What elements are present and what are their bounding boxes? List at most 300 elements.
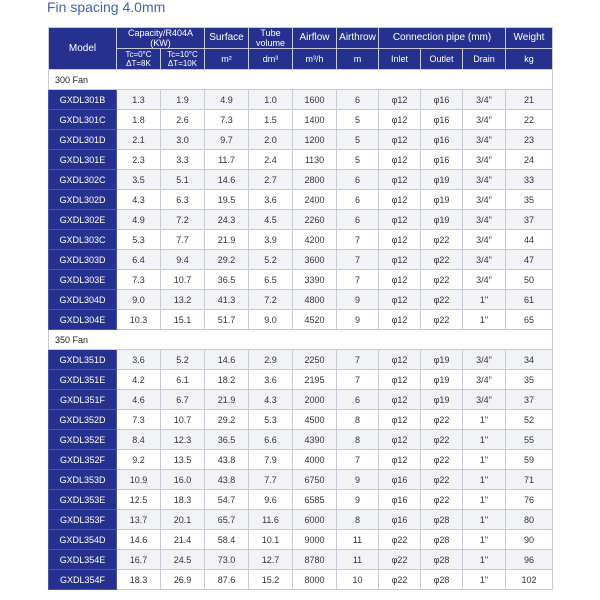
outlet-cell: φ22 (421, 290, 463, 310)
airthrow-cell: 6 (337, 170, 379, 190)
table-row (49, 270, 553, 290)
tube-volume-cell: 2.9 (249, 350, 293, 370)
drain-cell: 3/4" (463, 170, 506, 190)
surface-cell: 14.6 (205, 170, 249, 190)
surface-cell: 51.7 (205, 310, 249, 330)
airthrow-cell: 7 (337, 370, 379, 390)
table-row (49, 450, 553, 470)
airthrow-cell: 8 (337, 430, 379, 450)
airflow-cell: 6000 (293, 510, 337, 530)
capacity-tc10-cell: 3.3 (161, 150, 205, 170)
airflow-cell: 4200 (293, 230, 337, 250)
airflow-cell: 6585 (293, 490, 337, 510)
tube-volume-cell: 15.2 (249, 570, 293, 590)
airflow-cell: 2260 (293, 210, 337, 230)
outlet-cell: φ22 (421, 310, 463, 330)
capacity-tc10-cell: 16.0 (161, 470, 205, 490)
inlet-cell: φ16 (379, 490, 421, 510)
table-row (49, 390, 553, 410)
capacity-tc10-cell: 21.4 (161, 530, 205, 550)
table-row (49, 550, 553, 570)
surface-cell: 21.9 (205, 230, 249, 250)
drain-cell: 3/4" (463, 190, 506, 210)
capacity-tc10-cell: 3.0 (161, 130, 205, 150)
airthrow-cell: 5 (337, 110, 379, 130)
airflow-cell: 4800 (293, 290, 337, 310)
capacity-tc0-cell: 7.3 (117, 270, 161, 290)
tube-volume-cell: 7.2 (249, 290, 293, 310)
header-surface: Surface (205, 28, 249, 49)
capacity-tc0-cell: 3.6 (117, 350, 161, 370)
tube-volume-cell: 7.7 (249, 470, 293, 490)
header-connection: Connection pipe (mm) (379, 28, 506, 49)
tube-volume-cell: 1.0 (249, 90, 293, 110)
tube-volume-cell: 4.5 (249, 210, 293, 230)
airthrow-cell: 6 (337, 90, 379, 110)
table-row (49, 490, 553, 510)
inlet-cell: φ12 (379, 390, 421, 410)
drain-cell: 1" (463, 550, 506, 570)
inlet-cell: φ16 (379, 510, 421, 530)
table-row (49, 170, 553, 190)
weight-cell: 23 (506, 130, 553, 150)
capacity-tc10-cell: 24.5 (161, 550, 205, 570)
drain-cell: 3/4" (463, 370, 506, 390)
model-cell: GXDL303D (49, 250, 117, 270)
airflow-cell: 2000 (293, 390, 337, 410)
surface-cell: 54.7 (205, 490, 249, 510)
airthrow-cell: 5 (337, 150, 379, 170)
model-cell: GXDL352E (49, 430, 117, 450)
airthrow-cell: 6 (337, 390, 379, 410)
table-header (49, 28, 553, 70)
capacity-tc10-cell: 6.3 (161, 190, 205, 210)
capacity-tc10-cell: 10.7 (161, 410, 205, 430)
model-cell: GXDL352D (49, 410, 117, 430)
header-airthrow-unit: m (337, 49, 379, 70)
weight-cell: 90 (506, 530, 553, 550)
capacity-tc0-cell: 4.9 (117, 210, 161, 230)
outlet-cell: φ16 (421, 130, 463, 150)
header-cap1-line2: ΔT=8K (126, 59, 151, 68)
table-row (49, 190, 553, 210)
tube-volume-cell: 10.1 (249, 530, 293, 550)
drain-cell: 3/4" (463, 130, 506, 150)
drain-cell: 1" (463, 430, 506, 450)
inlet-cell: φ22 (379, 530, 421, 550)
tube-volume-cell: 3.6 (249, 190, 293, 210)
capacity-tc0-cell: 2.1 (117, 130, 161, 150)
header-model: Model (49, 28, 117, 70)
capacity-tc10-cell: 7.7 (161, 230, 205, 250)
tube-volume-cell: 11.6 (249, 510, 293, 530)
airflow-cell: 4500 (293, 410, 337, 430)
outlet-cell: φ22 (421, 470, 463, 490)
inlet-cell: φ22 (379, 550, 421, 570)
outlet-cell: φ28 (421, 550, 463, 570)
weight-cell: 44 (506, 230, 553, 250)
spec-table (48, 27, 553, 590)
capacity-tc10-cell: 15.1 (161, 310, 205, 330)
model-cell: GXDL304D (49, 290, 117, 310)
model-cell: GXDL302E (49, 210, 117, 230)
drain-cell: 3/4" (463, 390, 506, 410)
capacity-tc0-cell: 2.3 (117, 150, 161, 170)
model-cell: GXDL304E (49, 310, 117, 330)
drain-cell: 3/4" (463, 150, 506, 170)
drain-cell: 3/4" (463, 250, 506, 270)
drain-cell: 3/4" (463, 110, 506, 130)
inlet-cell: φ12 (379, 250, 421, 270)
capacity-tc0-cell: 10.3 (117, 310, 161, 330)
inlet-cell: φ12 (379, 410, 421, 430)
airthrow-cell: 6 (337, 190, 379, 210)
section-300-fan (49, 70, 553, 330)
airthrow-cell: 11 (337, 530, 379, 550)
capacity-tc0-cell: 7.3 (117, 410, 161, 430)
model-cell: GXDL303C (49, 230, 117, 250)
header-tube-line2: volume (255, 38, 285, 48)
capacity-tc0-cell: 4.2 (117, 370, 161, 390)
header-airflow-unit: m³/h (293, 49, 337, 70)
inlet-cell: φ12 (379, 290, 421, 310)
outlet-cell: φ28 (421, 510, 463, 530)
model-cell: GXDL352F (49, 450, 117, 470)
inlet-cell: φ12 (379, 110, 421, 130)
tube-volume-cell: 6.6 (249, 430, 293, 450)
surface-cell: 43.8 (205, 450, 249, 470)
weight-cell: 37 (506, 390, 553, 410)
weight-cell: 50 (506, 270, 553, 290)
surface-cell: 19.5 (205, 190, 249, 210)
surface-cell: 9.7 (205, 130, 249, 150)
capacity-tc0-cell: 5.3 (117, 230, 161, 250)
airthrow-cell: 7 (337, 350, 379, 370)
section-350-fan (49, 330, 553, 590)
capacity-tc10-cell: 13.5 (161, 450, 205, 470)
weight-cell: 55 (506, 430, 553, 450)
table-row (49, 150, 553, 170)
airflow-cell: 2250 (293, 350, 337, 370)
tube-volume-cell: 9.0 (249, 310, 293, 330)
surface-cell: 36.5 (205, 270, 249, 290)
capacity-tc10-cell: 6.7 (161, 390, 205, 410)
outlet-cell: φ19 (421, 390, 463, 410)
surface-cell: 29.2 (205, 250, 249, 270)
tube-volume-cell: 4.3 (249, 390, 293, 410)
header-cap2-line2: ΔT=10K (167, 59, 198, 68)
airflow-cell: 4390 (293, 430, 337, 450)
inlet-cell: φ12 (379, 310, 421, 330)
weight-cell: 24 (506, 150, 553, 170)
inlet-cell: φ22 (379, 570, 421, 590)
outlet-cell: φ19 (421, 210, 463, 230)
capacity-tc10-cell: 6.1 (161, 370, 205, 390)
drain-cell: 1" (463, 470, 506, 490)
capacity-tc10-cell: 5.1 (161, 170, 205, 190)
model-cell: GXDL301D (49, 130, 117, 150)
inlet-cell: φ12 (379, 430, 421, 450)
inlet-cell: φ12 (379, 350, 421, 370)
surface-cell: 4.9 (205, 90, 249, 110)
header-cap1-line1: Tc=0°C (125, 50, 152, 59)
outlet-cell: φ28 (421, 530, 463, 550)
model-cell: GXDL354F (49, 570, 117, 590)
model-cell: GXDL302D (49, 190, 117, 210)
model-cell: GXDL351E (49, 370, 117, 390)
capacity-tc10-cell: 9.4 (161, 250, 205, 270)
capacity-tc0-cell: 1.3 (117, 90, 161, 110)
weight-cell: 80 (506, 510, 553, 530)
drain-cell: 1" (463, 310, 506, 330)
table-row (49, 530, 553, 550)
outlet-cell: φ22 (421, 410, 463, 430)
outlet-cell: φ16 (421, 110, 463, 130)
weight-cell: 37 (506, 210, 553, 230)
inlet-cell: φ12 (379, 370, 421, 390)
tube-volume-cell: 3.9 (249, 230, 293, 250)
outlet-cell: φ19 (421, 370, 463, 390)
drain-cell: 3/4" (463, 210, 506, 230)
capacity-tc10-cell: 13.2 (161, 290, 205, 310)
surface-cell: 65.7 (205, 510, 249, 530)
drain-cell: 3/4" (463, 90, 506, 110)
inlet-cell: φ12 (379, 190, 421, 210)
capacity-tc10-cell: 5.2 (161, 350, 205, 370)
airflow-cell: 1200 (293, 130, 337, 150)
table-row (49, 570, 553, 590)
capacity-tc10-cell: 12.3 (161, 430, 205, 450)
capacity-tc10-cell: 1.9 (161, 90, 205, 110)
surface-cell: 36.5 (205, 430, 249, 450)
airthrow-cell: 7 (337, 230, 379, 250)
surface-cell: 41.3 (205, 290, 249, 310)
drain-cell: 1" (463, 530, 506, 550)
drain-cell: 1" (463, 450, 506, 470)
header-cap2-line1: Tc=10°C (167, 50, 198, 59)
capacity-tc0-cell: 13.7 (117, 510, 161, 530)
table-row (49, 510, 553, 530)
table-row (49, 250, 553, 270)
surface-cell: 24.3 (205, 210, 249, 230)
airthrow-cell: 9 (337, 310, 379, 330)
model-cell: GXDL301B (49, 90, 117, 110)
capacity-tc0-cell: 6.4 (117, 250, 161, 270)
inlet-cell: φ12 (379, 270, 421, 290)
airflow-cell: 4520 (293, 310, 337, 330)
capacity-tc0-cell: 1.8 (117, 110, 161, 130)
model-cell: GXDL302C (49, 170, 117, 190)
airthrow-cell: 7 (337, 270, 379, 290)
capacity-tc0-cell: 9.2 (117, 450, 161, 470)
header-tube-volume (249, 28, 293, 49)
surface-cell: 29.2 (205, 410, 249, 430)
inlet-cell: φ12 (379, 170, 421, 190)
header-surface-unit: m² (205, 49, 249, 70)
capacity-tc10-cell: 20.1 (161, 510, 205, 530)
weight-cell: 96 (506, 550, 553, 570)
model-cell: GXDL301C (49, 110, 117, 130)
airthrow-cell: 5 (337, 130, 379, 150)
tube-volume-cell: 12.7 (249, 550, 293, 570)
drain-cell: 1" (463, 490, 506, 510)
airthrow-cell: 9 (337, 470, 379, 490)
table-row (49, 470, 553, 490)
section-label: 300 Fan (49, 70, 553, 90)
airflow-cell: 2400 (293, 190, 337, 210)
table-row (49, 350, 553, 370)
capacity-tc10-cell: 26.9 (161, 570, 205, 590)
model-cell: GXDL354D (49, 530, 117, 550)
surface-cell: 87.6 (205, 570, 249, 590)
surface-cell: 7.3 (205, 110, 249, 130)
drain-cell: 3/4" (463, 350, 506, 370)
inlet-cell: φ12 (379, 230, 421, 250)
airflow-cell: 9000 (293, 530, 337, 550)
airflow-cell: 1130 (293, 150, 337, 170)
header-outlet: Outlet (421, 49, 463, 70)
weight-cell: 102 (506, 570, 553, 590)
model-cell: GXDL351F (49, 390, 117, 410)
tube-volume-cell: 5.2 (249, 250, 293, 270)
tube-volume-cell: 9.6 (249, 490, 293, 510)
airflow-cell: 3600 (293, 250, 337, 270)
airflow-cell: 1400 (293, 110, 337, 130)
table-row (49, 110, 553, 130)
outlet-cell: φ22 (421, 430, 463, 450)
outlet-cell: φ19 (421, 170, 463, 190)
header-inlet: Inlet (379, 49, 421, 70)
header-tube-unit: dm³ (249, 49, 293, 70)
drain-cell: 1" (463, 290, 506, 310)
inlet-cell: φ12 (379, 210, 421, 230)
header-capacity-tc0 (117, 49, 161, 70)
capacity-tc0-cell: 4.3 (117, 190, 161, 210)
surface-cell: 11.7 (205, 150, 249, 170)
airflow-cell: 2195 (293, 370, 337, 390)
page-title: Fin spacing 4.0mm (47, 0, 166, 15)
surface-cell: 73.0 (205, 550, 249, 570)
capacity-tc0-cell: 8.4 (117, 430, 161, 450)
tube-volume-cell: 3.6 (249, 370, 293, 390)
capacity-tc10-cell: 10.7 (161, 270, 205, 290)
table-row (49, 210, 553, 230)
capacity-tc0-cell: 12.5 (117, 490, 161, 510)
header-tube-line1: Tube (260, 28, 281, 38)
header-airthrow: Airthrow (337, 28, 379, 49)
header-drain: Drain (463, 49, 506, 70)
outlet-cell: φ22 (421, 450, 463, 470)
airthrow-cell: 8 (337, 510, 379, 530)
airflow-cell: 2800 (293, 170, 337, 190)
header-weight-unit: kg (506, 49, 553, 70)
airflow-cell: 1600 (293, 90, 337, 110)
capacity-tc0-cell: 16.7 (117, 550, 161, 570)
inlet-cell: φ12 (379, 450, 421, 470)
airflow-cell: 3390 (293, 270, 337, 290)
capacity-tc10-cell: 2.6 (161, 110, 205, 130)
airflow-cell: 4000 (293, 450, 337, 470)
capacity-tc10-cell: 18.3 (161, 490, 205, 510)
capacity-tc0-cell: 9.0 (117, 290, 161, 310)
outlet-cell: φ16 (421, 90, 463, 110)
table-row (49, 370, 553, 390)
weight-cell: 34 (506, 350, 553, 370)
inlet-cell: φ12 (379, 90, 421, 110)
drain-cell: 1" (463, 510, 506, 530)
table-row (49, 430, 553, 450)
model-cell: GXDL353D (49, 470, 117, 490)
capacity-tc0-cell: 18.3 (117, 570, 161, 590)
tube-volume-cell: 2.7 (249, 170, 293, 190)
model-cell: GXDL301E (49, 150, 117, 170)
header-weight: Weight (506, 28, 553, 49)
outlet-cell: φ19 (421, 350, 463, 370)
weight-cell: 59 (506, 450, 553, 470)
weight-cell: 65 (506, 310, 553, 330)
header-airflow: Airflow (293, 28, 337, 49)
tube-volume-cell: 1.5 (249, 110, 293, 130)
airflow-cell: 8000 (293, 570, 337, 590)
drain-cell: 1" (463, 410, 506, 430)
table-row (49, 310, 553, 330)
outlet-cell: φ22 (421, 250, 463, 270)
header-capacity-tc10 (161, 49, 205, 70)
surface-cell: 58.4 (205, 530, 249, 550)
table-row (49, 230, 553, 250)
airthrow-cell: 9 (337, 490, 379, 510)
capacity-tc0-cell: 3.5 (117, 170, 161, 190)
weight-cell: 76 (506, 490, 553, 510)
capacity-tc0-cell: 14.6 (117, 530, 161, 550)
airthrow-cell: 6 (337, 210, 379, 230)
surface-cell: 21.9 (205, 390, 249, 410)
header-capacity: Capacity/R404A (KW) (117, 28, 205, 49)
model-cell: GXDL353F (49, 510, 117, 530)
airflow-cell: 8780 (293, 550, 337, 570)
weight-cell: 61 (506, 290, 553, 310)
outlet-cell: φ19 (421, 190, 463, 210)
model-cell: GXDL303E (49, 270, 117, 290)
outlet-cell: φ16 (421, 150, 463, 170)
weight-cell: 47 (506, 250, 553, 270)
model-cell: GXDL354E (49, 550, 117, 570)
airthrow-cell: 7 (337, 250, 379, 270)
model-cell: GXDL351D (49, 350, 117, 370)
tube-volume-cell: 5.3 (249, 410, 293, 430)
tube-volume-cell: 6.5 (249, 270, 293, 290)
inlet-cell: φ12 (379, 150, 421, 170)
inlet-cell: φ16 (379, 470, 421, 490)
outlet-cell: φ22 (421, 230, 463, 250)
table-row (49, 290, 553, 310)
weight-cell: 35 (506, 370, 553, 390)
drain-cell: 3/4" (463, 230, 506, 250)
airthrow-cell: 8 (337, 410, 379, 430)
weight-cell: 33 (506, 170, 553, 190)
outlet-cell: φ22 (421, 490, 463, 510)
capacity-tc0-cell: 4.6 (117, 390, 161, 410)
weight-cell: 52 (506, 410, 553, 430)
capacity-tc0-cell: 10.9 (117, 470, 161, 490)
drain-cell: 3/4" (463, 270, 506, 290)
surface-cell: 43.8 (205, 470, 249, 490)
table-row (49, 90, 553, 110)
surface-cell: 14.6 (205, 350, 249, 370)
surface-cell: 18.2 (205, 370, 249, 390)
section-label: 350 Fan (49, 330, 553, 350)
table-row (49, 410, 553, 430)
